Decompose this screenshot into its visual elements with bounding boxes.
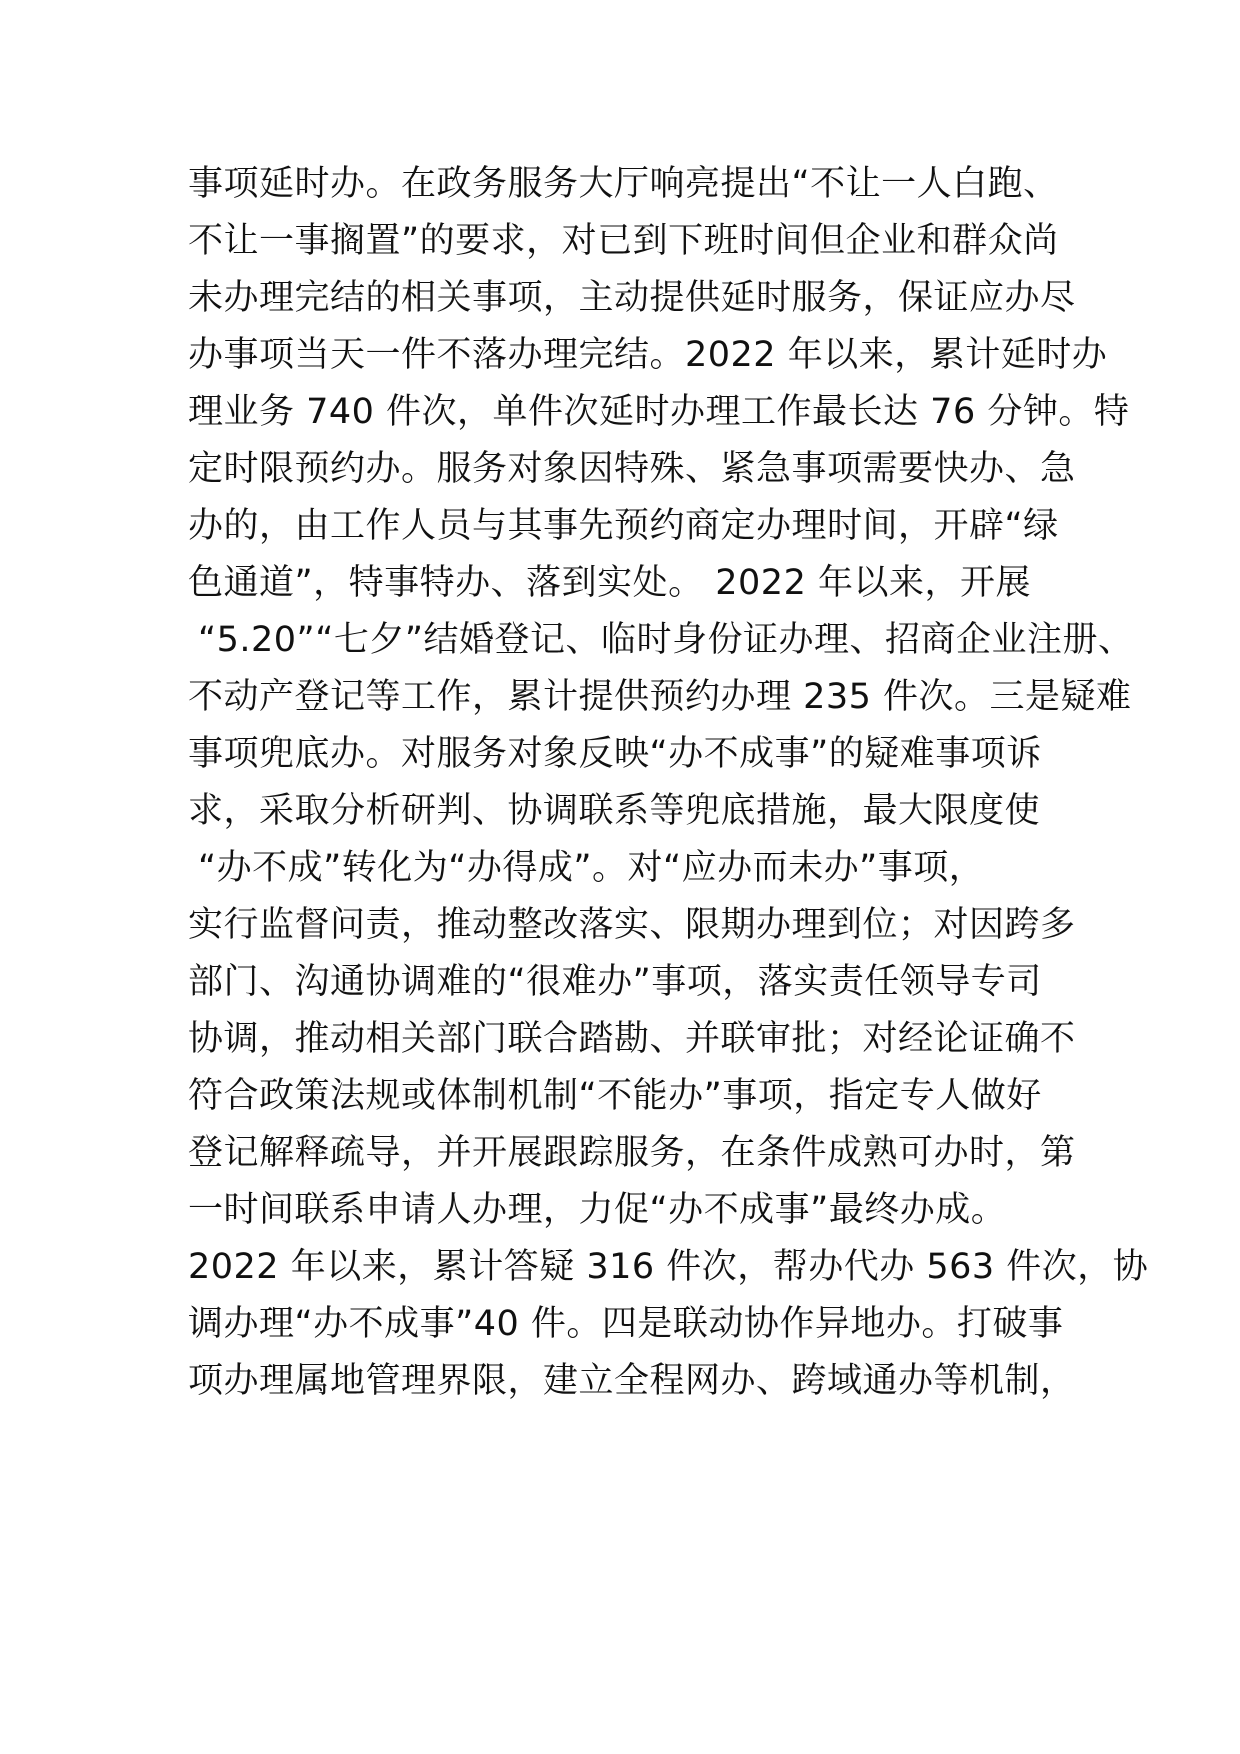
text-line-20: 2022 年以来，累计答疑 316 件次，帮办代办 563 件次，协	[188, 1247, 1149, 1287]
text-line-8: 色通道”，特事特办、落到实处。 2022 年以来，开展	[188, 563, 1031, 603]
text-line-19: 一时间联系申请人办理，力促“办不成事”最终办成。	[188, 1190, 1007, 1230]
text-line-22: 项办理属地管理界限，建立全程网办、跨域通办等机制，	[188, 1361, 1076, 1401]
text-line-13: “办不成”转化为“办得成”。对“应办而未办”事项，	[198, 848, 985, 888]
text-line-17: 符合政策法规或体制机制“不能办”事项，指定专人做好	[188, 1076, 1042, 1116]
text-line-10: 不动产登记等工作，累计提供预约办理 235 件次。三是疑难	[188, 677, 1132, 717]
text-line-12: 求，采取分析研判、协调联系等兜底措施，最大限度使	[188, 791, 1041, 831]
text-line-14: 实行监督问责，推动整改落实、限期办理到位；对因跨多	[188, 905, 1076, 945]
text-line-15: 部门、沟通协调难的“很难办”事项，落实责任领导专司	[188, 962, 1042, 1002]
text-line-3: 未办理完结的相关事项，主动提供延时服务，保证应办尽	[188, 278, 1076, 318]
text-line-5: 理业务 740 件次，单件次延时办理工作最长达 76 分钟。特	[188, 392, 1130, 432]
text-line-1: 事项延时办。在政务服务大厅响亮提出“不让一人白跑、	[188, 164, 1059, 204]
text-line-7: 办的，由工作人员与其事先预约商定办理时间，开辟“绿	[188, 506, 1059, 546]
text-line-2: 不让一事搁置”的要求，对已到下班时间但企业和群众尚	[188, 221, 1059, 261]
text-line-21: 调办理“办不成事”40 件。四是联动协作异地办。打破事	[188, 1304, 1064, 1344]
text-line-16: 协调，推动相关部门联合踏勘、并联审批；对经论证确不	[188, 1019, 1076, 1059]
text-line-4: 办事项当天一件不落办理完结。2022 年以来，累计延时办	[188, 335, 1108, 375]
text-line-18: 登记解释疏导，并开展跟踪服务，在条件成熟可办时，第	[188, 1133, 1076, 1173]
text-line-6: 定时限预约办。服务对象因特殊、紧急事项需要快办、急	[188, 449, 1076, 489]
text-line-11: 事项兜底办。对服务对象反映“办不成事”的疑难事项诉	[188, 734, 1042, 774]
text-line-9: “5.20”“七夕”结婚登记、临时身份证办理、招商企业注册、	[198, 620, 1134, 660]
